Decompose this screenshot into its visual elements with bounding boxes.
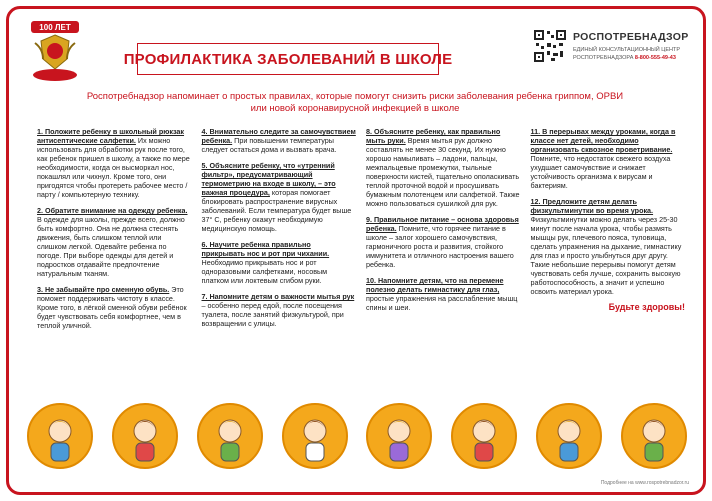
tip-heading: 8. Объясните ребенку, как правильно мыть руки. (366, 127, 501, 145)
child-washing-hands-icon (282, 403, 348, 469)
tip-heading: 10. Напомните детям, что на перемене полезно делать гимнастику для глаз, (366, 276, 504, 294)
tip-item (202, 292, 357, 328)
slogan: Будьте здоровы! (608, 302, 685, 312)
tips-column-2 (202, 127, 357, 382)
tip-heading: 9. Правильное питание – основа здоровья ребенка. (366, 215, 519, 233)
child-sneezing-icon (197, 403, 263, 469)
tip-text: Их можно использовать для обработки рук после того, как ребенок пришел в школу, а также по мере необходимости, когда он высморкал нос, покашлял или чихнул. Кроме того, они пригодятся чтобы протереть рабочее место / парту / компьютерную технику. (37, 136, 190, 199)
child-exercising-icon (536, 403, 602, 469)
tip-text: Время мытья рук должно составлять не менее 30 секунд. Их нужно хорошо намыливать – ладони, пальцы, межпальцевые промежутки, тыльные поверхности кистей, тщательно ополаскивать теплой проточной водой и просушивать бумажным полотенцем или салфеткой. Также можно пользоваться сушилкой для рук. (366, 136, 520, 208)
emblem (25, 19, 85, 83)
qr-code-icon (533, 29, 567, 63)
child-reading-book-icon (112, 403, 178, 469)
tip-heading: 1. Положите ребенку в школьный рюкзак антисептические салфетки. (37, 127, 185, 145)
tip-heading: 11. В перерывах между уроками, когда в классе нет детей, необходимо организовать сквозное проветривание. (530, 127, 676, 154)
brand-line-1: ЕДИНЫЙ КОНСУЛЬТАЦИОННЫЙ ЦЕНТР (573, 47, 681, 53)
rospotrebnadzor-emblem-icon (25, 19, 85, 83)
child-thermometer-icon (621, 403, 687, 469)
tip-heading: 3. Не забывайте про сменную обувь. (37, 285, 170, 294)
tip-text: В одежде для школы, прежде всего, должно быть комфортно. Она не должна стеснять движения, быть слишком теплой или слишком легкой. Одевайте ребенка по погоде. При выборе одежды для детей и подростков отдавайте предпочтение натуральным тканям. (37, 215, 185, 278)
tips-columns (37, 127, 685, 382)
tip-text: При повышении температуры следует остаться дома и вызвать врача. (201, 136, 337, 154)
tip-item (366, 215, 521, 269)
brand-name: РОСПОТРЕБНАДЗОР (573, 31, 689, 43)
tip-item (202, 161, 357, 233)
child-eating-icon (366, 403, 432, 469)
tip-item (531, 127, 686, 190)
tip-heading: 6. Научите ребенка правильно прикрывать нос и рот при чихании. (201, 240, 330, 258)
tips-column-3 (366, 127, 521, 382)
brand-line-2 (573, 55, 676, 61)
poster-frame (6, 6, 706, 495)
tip-item (37, 285, 192, 330)
page-title: ПРОФИЛАКТИКА ЗАБОЛЕВАНИЙ В ШКОЛЕ (123, 50, 453, 68)
child-stretching-icon (451, 403, 517, 469)
brand-line-2-text: РОСПОТРЕБНАДЗОРА (573, 55, 634, 61)
tip-item (37, 206, 192, 278)
emblem-caption: 100 ЛЕТ (39, 23, 71, 32)
tip-text: простые упражнения на расслабление мышц спины и шеи. (366, 294, 518, 312)
tips-column-4 (531, 127, 686, 382)
brand-block (533, 29, 693, 69)
tip-heading: 4. Внимательно следите за самочувствием ребенка. (201, 127, 356, 145)
footer-link: Подробнее на www.rospotrebnadzor.ru (600, 480, 689, 486)
tip-text: Помните, что недостаток свежего воздуха ухудшает самочувствие и снижает устойчивость организма к вирусам и бактериям. (530, 154, 671, 190)
tip-heading: 5. Объясните ребенку, что «утренний фильтр», предусматривающий термометрию на входе в школу, – это важная процедура, (201, 161, 336, 197)
tip-item (202, 127, 357, 154)
tip-text: Помните, что горячее питание в школе – залог хорошего самочувствия, гармоничного роста и развития, стойкого иммунитета и отличного настроения вашего ребенка. (366, 224, 514, 269)
tips-column-1 (37, 127, 192, 382)
tip-text: Необходимо прикрывать нос и рот одноразовыми салфетками, носовым платком или локтевым сгибом руки. (201, 258, 328, 285)
illustrations-row (27, 403, 687, 475)
tip-item (37, 127, 192, 199)
tip-heading: 2. Обратите внимание на одежду ребенка. (37, 206, 188, 215)
tip-item (366, 127, 521, 208)
intro-text: Роспотребнадзор напоминает о простых правилах, которые помогут снизить риски заболевания ребенка гриппом, ОРВИ или новой коронавирусной инфекцией в школе (86, 91, 624, 114)
tip-text: которая помогает блокировать распространение вирусных заболеваний. Если температура будет выше 37° С, ребенку окажут необходимую медицинскую помощь. (201, 188, 352, 233)
tip-item (531, 197, 686, 296)
tip-heading: 12. Предложите детям делать физкультминутки во время урока. (530, 197, 654, 215)
title-box (123, 43, 453, 75)
tip-heading: 7. Напомните детям о важности мытья рук (201, 292, 355, 301)
brand-phone: 8-800-555-49-43 (634, 55, 676, 61)
tip-text: Это поможет поддерживать чистоту в классе. Кроме того, в лёгкой сменной обуви ребёнок будет чувствовать себя комфортнее, чем в теплой уличной. (37, 285, 187, 330)
tip-text: – особенно перед едой, после посещения туалета, после занятий физкультурой, при возвращении с улицы. (201, 301, 344, 328)
tip-item (202, 240, 357, 285)
child-with-backpack-icon (27, 403, 93, 469)
tip-text: Физкультминутки можно делать через 25-30 минут после начала урока, чтобы размять мышцы рук, плечевого пояса, туловища, сделать упражнения на дыхание, гимнастику для глаз и просто улыбнуться друг другу. Такие небольшие перерывы помогут детям чувствовать себя лучше, сохранить высокую работоспособность, а значит и успешно освоить материал урока. (530, 215, 682, 296)
tip-item (366, 276, 521, 312)
